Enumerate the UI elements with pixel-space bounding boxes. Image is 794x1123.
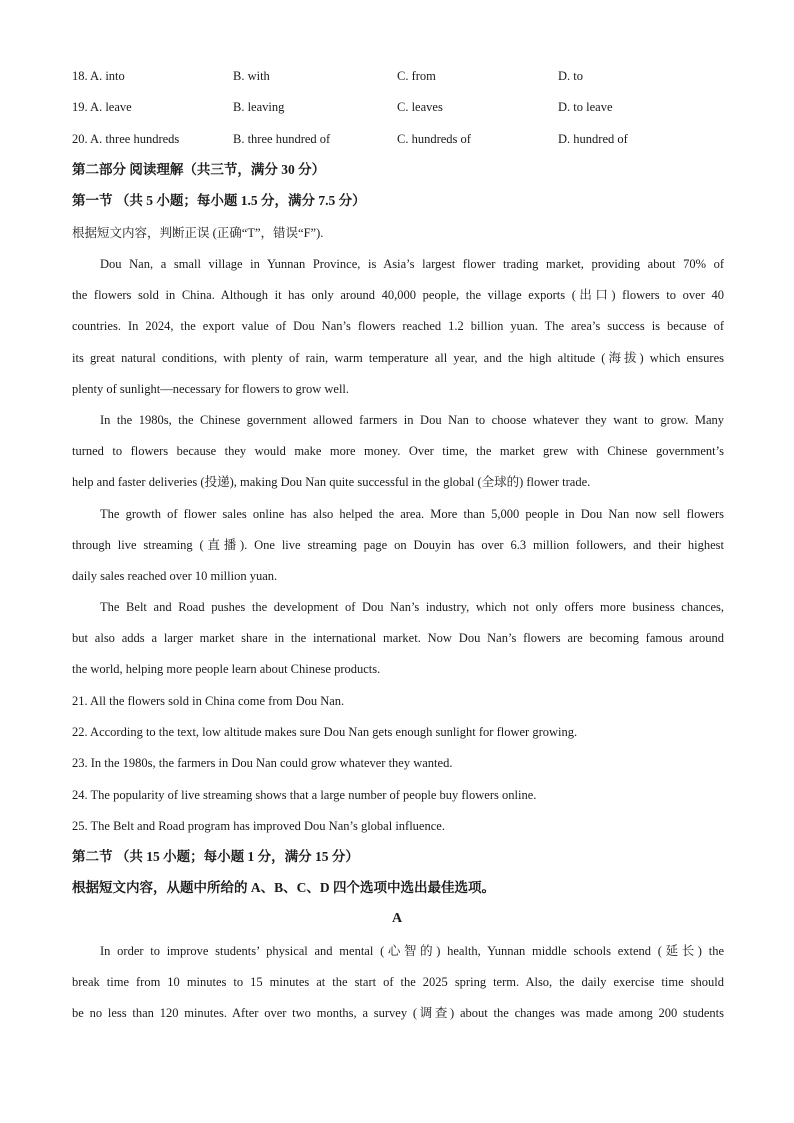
passage-line: be no less than 120 minutes. After over two months, a survey (调查) about the changes was made among 200 students — [72, 1006, 724, 1021]
option-19-c: C. leaves — [397, 100, 443, 114]
option-19-a: 19. A. leave — [72, 100, 132, 114]
option-18-d: D. to — [558, 69, 583, 83]
question-25: 25. The Belt and Road program has improved Dou Nan’s global influence. — [72, 819, 445, 833]
passage-line: break time from 10 minutes to 15 minutes at the start of the 2025 spring term. Also, the daily exercise time should — [72, 975, 724, 990]
part2-heading: 第二部分 阅读理解（共三节，满分 30 分） — [72, 162, 326, 177]
passage-line: In the 1980s, the Chinese government allowed farmers in Dou Nan to choose whatever they want to grow. Many — [100, 413, 724, 427]
option-20-d: D. hundred of — [558, 132, 628, 146]
section1-heading: 第一节 （共 5 小题；每小题 1.5 分，满分 7.5 分） — [72, 193, 366, 208]
passage-a-label: A — [391, 911, 403, 926]
section2-heading: 第二节 （共 15 小题；每小题 1 分，满分 15 分） — [72, 849, 359, 864]
question-24: 24. The popularity of live streaming shows that a large number of people buy flowers online. — [72, 788, 537, 802]
option-18-b: B. with — [233, 69, 270, 83]
passage-line: the flowers sold in China. Although it has only around 40,000 people, the village exports (出口) flowers to over 40 — [72, 288, 724, 303]
passage-line: its great natural conditions, with plenty of rain, warm temperature all year, and the high altitude (海拔) which ensures — [72, 350, 724, 365]
passage1-paragraph-3 — [72, 506, 724, 600]
passage-line: turned to flowers because they would make more money. Over time, the market grew with Chinese government’s — [72, 444, 724, 459]
question-21: 21. All the flowers sold in China come from Dou Nan. — [72, 694, 345, 708]
passage1-paragraph-2 — [72, 412, 724, 506]
passage-a-paragraph — [72, 943, 724, 1037]
passage-line: the world, helping more people learn about Chinese products. — [72, 662, 381, 677]
passage-line: but also adds a larger market share in the international market. Now Dou Nan’s flowers are becoming famous around — [72, 631, 724, 646]
passage-line: Dou Nan, a small village in Yunnan Province, is Asia’s largest flower trading market, providing about 70% of — [100, 257, 724, 271]
passage-line: In order to improve students’ physical and mental (心智的) health, Yunnan middle schools extend (延长) the — [100, 944, 724, 958]
passage-line: daily sales reached over 10 million yuan. — [72, 569, 278, 584]
passage1-paragraph-4 — [72, 599, 724, 693]
passage-line: plenty of sunlight—necessary for flowers to grow well. — [72, 381, 350, 396]
option-20-b: B. three hundred of — [233, 132, 331, 146]
section2-instruction: 根据短文内容，从题中所给的 A、B、C、D 四个选项中选出最佳选项。 — [72, 880, 496, 895]
passage1-paragraph-1 — [72, 256, 724, 412]
question-23: 23. In the 1980s, the farmers in Dou Nan could grow whatever they wanted. — [72, 756, 453, 770]
passage-line: help and faster deliveries (投递), making Dou Nan quite successful in the global (全球的) flower trade. — [72, 475, 591, 490]
option-20-c: C. hundreds of — [397, 132, 471, 146]
passage-line: countries. In 2024, the export value of Dou Nan’s flowers reached 1.2 billion yuan. The area’s success is because of — [72, 319, 724, 334]
option-20-a: 20. A. three hundreds — [72, 132, 180, 146]
passage-line: The growth of flower sales online has also helped the area. More than 5,000 people in Dou Nan now sell flowers — [100, 507, 724, 521]
question-22: 22. According to the text, low altitude makes sure Dou Nan gets enough sunlight for flower growing. — [72, 725, 578, 739]
option-19-b: B. leaving — [233, 100, 285, 114]
option-18-c: C. from — [397, 69, 436, 83]
passage-line: The Belt and Road pushes the development of Dou Nan’s industry, which not only offers more business chances, — [100, 600, 724, 614]
option-18-a: 18. A. into — [72, 69, 125, 83]
option-19-d: D. to leave — [558, 100, 613, 114]
passage-line: through live streaming (直播). One live streaming page on Douyin has over 6.3 million followers, and their highest — [72, 538, 724, 553]
section1-instruction: 根据短文内容，判断正误 (正确“T”，错误“F”). — [72, 226, 324, 240]
